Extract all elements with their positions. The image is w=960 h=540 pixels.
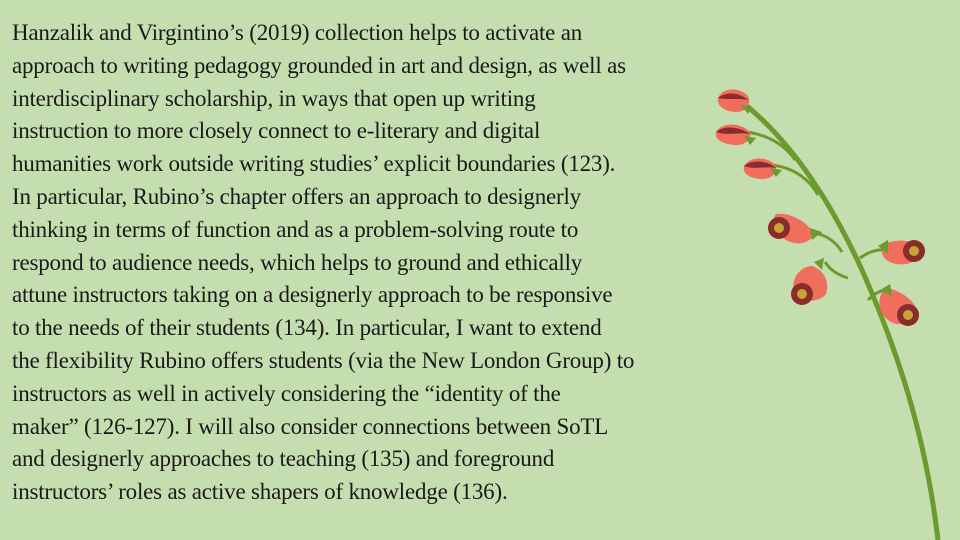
paragraph-line: to the needs of their students (134). In particular, I want to extend <box>12 315 602 341</box>
paragraph-line: attune instructors taking on a designerly approach to be responsive <box>12 282 613 308</box>
paragraph-line: respond to audience needs, which helps to ground and ethically <box>12 249 583 275</box>
paragraph-line: and designerly approaches to teaching (135) and foreground <box>12 446 555 472</box>
stem-branch <box>825 262 848 278</box>
paragraph-line: Hanzalik and Virgintino’s (2019) collection helps to activate an <box>12 20 583 45</box>
paragraph-line: humanities work outside writing studies’ explicit boundaries (123). <box>12 151 616 177</box>
flower-bloom <box>879 284 919 326</box>
paragraph-line: approach to writing pedagogy grounded in art and design, as well as <box>12 52 626 78</box>
flower-stem-illustration <box>700 70 960 540</box>
body-paragraph <box>12 17 742 509</box>
paragraph-line: instruction to more closely connect to e-literary and digital <box>12 118 541 144</box>
paragraph-line: interdisciplinary scholarship, in ways that open up writing <box>12 85 536 111</box>
flower-bloom <box>768 214 822 244</box>
paragraph-line: thinking in terms of function and as a problem-solving route to <box>12 216 579 242</box>
paragraph-line: In particular, Rubino’s chapter offers an approach to designerly <box>12 183 581 209</box>
flower-bud <box>744 159 782 180</box>
flower-bloom <box>878 240 925 264</box>
paragraph-line: instructors’ roles as active shapers of knowledge (136). <box>12 479 508 505</box>
paragraph-line: instructors as well in actively considering the “identity of the <box>12 380 561 406</box>
paragraph-line: maker” (126-127). I will also consider connections between SoTL <box>12 413 609 439</box>
flower-bloom <box>791 258 827 305</box>
flower-bud <box>718 89 752 114</box>
paragraph-line: the flexibility Rubino offers students (via the New London Group) to <box>12 347 635 373</box>
flower-bud <box>716 125 756 146</box>
